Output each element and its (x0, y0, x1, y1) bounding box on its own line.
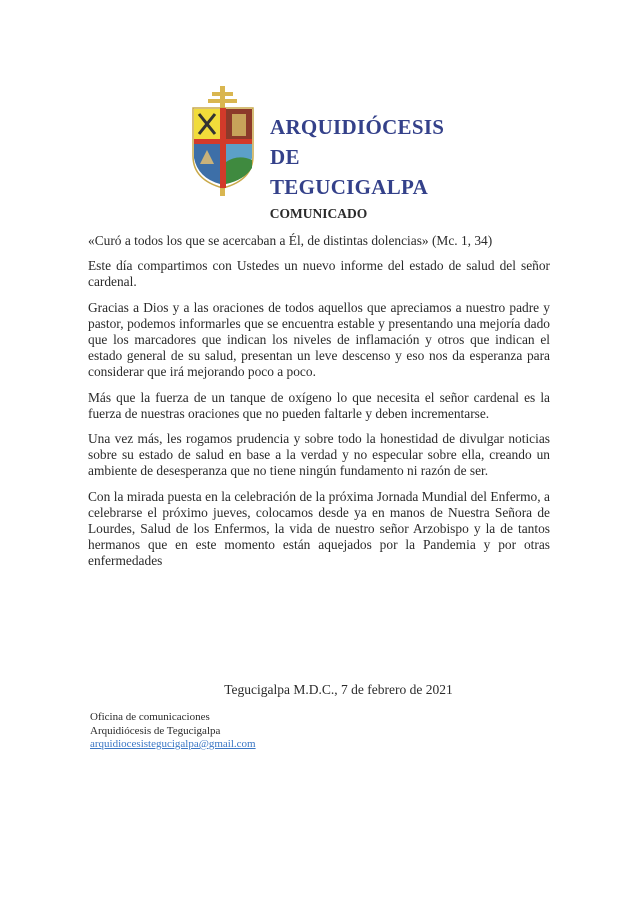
org-line-2: DE TEGUCIGALPA (270, 145, 429, 199)
signature-org: Arquidiócesis de Tegucigalpa (90, 724, 221, 737)
signature-block (90, 711, 256, 752)
bible-quote: «Curó a todos los que se acercaban a Él, de distintas dolencias» (Mc. 1, 34) (88, 233, 493, 248)
paragraph: Una vez más, les rogamos prudencia y sobre todo la honestidad de divulgar noticias sobre su estado de salud en base a la verdad y no especular sobre ella, creando un ambiente de desesperanza que no tiene ningún fundamento ni razón de ser. (88, 431, 550, 479)
paragraph: Con la mirada puesta en la celebración de la próxima Jornada Mundial del Enfermo, a celebrarse el próximo jueves, colocamos desde ya en manos de Nuestra Señora de Lourdes, Salud de los Enfermos, la vida de nuestro señor Arzobispo y la de tantos hermanos que en este momento están aquejados por la Pandemia y por otras enfermedades (88, 488, 550, 569)
document-body (88, 233, 550, 579)
org-line-1: ARQUIDIÓCESIS (270, 115, 445, 139)
document-title: COMUNICADO (269, 206, 368, 221)
coat-of-arms-icon (190, 84, 256, 199)
archdiocese-logo (190, 84, 460, 199)
paragraph: Más que la fuerza de un tanque de oxígeno lo que necesita el señor cardenal es la fuerza de nuestras oraciones que no pueden faltarle y deben incrementarse. (88, 389, 550, 421)
signature-office: Oficina de comunicaciones (90, 711, 210, 723)
organization-name (270, 112, 460, 202)
paragraph: Gracias a Dios y a las oraciones de todos aquellos que apreciamos a nuestro padre y pastor, podemos informarles que se encuentra estable y presentando una mejoría dado que los marcadores que indican los niveles de inflamación y otros que indican el estado general de su salud, presentan un leve descenso y eso nos da esperanza para considerar que irá mejorando poco a poco. (88, 299, 550, 380)
paragraph: Este día compartimos con Ustedes un nuevo informe del estado de salud del señor cardenal. (88, 258, 550, 290)
date-line: Tegucigalpa M.D.C., 7 de febrero de 2021 (224, 682, 453, 697)
email-link[interactable]: arquidiocesistegucigalpa@gmail.com (90, 738, 256, 750)
